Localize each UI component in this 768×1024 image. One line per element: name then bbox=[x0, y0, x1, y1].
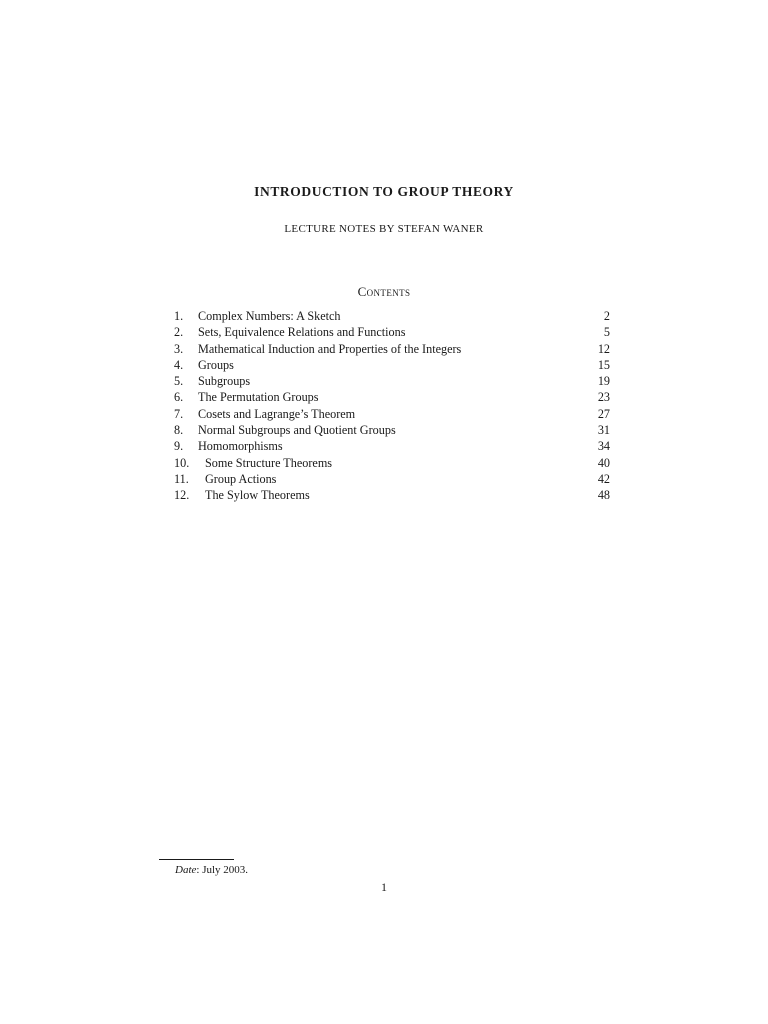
toc-entry-number: 5. bbox=[174, 374, 184, 389]
toc-entry-number: 12. bbox=[174, 488, 190, 503]
toc-entry-page: 27 bbox=[597, 406, 610, 421]
toc-entry bbox=[174, 373, 610, 389]
toc-entry-number: 7. bbox=[174, 406, 184, 421]
toc-entry bbox=[174, 341, 610, 357]
toc-entry-title: The Sylow Theorems bbox=[205, 488, 310, 503]
toc-entry-number: 9. bbox=[174, 439, 184, 454]
toc-entry-number: 4. bbox=[174, 357, 184, 372]
toc-entry-page: 2 bbox=[603, 309, 610, 323]
toc-entry-page: 23 bbox=[597, 390, 610, 405]
toc-entry-page: 31 bbox=[597, 423, 610, 438]
toc-entry-number: 3. bbox=[174, 341, 184, 356]
toc-entry-title: Complex Numbers: A Sketch bbox=[198, 309, 341, 323]
toc-entry bbox=[174, 308, 610, 324]
toc-entry bbox=[174, 455, 610, 471]
toc-entry-title: Cosets and Lagrange’s Theorem bbox=[198, 406, 356, 421]
toc-entry bbox=[174, 487, 610, 503]
toc-entry-title: Homomorphisms bbox=[198, 439, 283, 454]
toc-entry-page: 48 bbox=[597, 488, 610, 503]
toc-entry bbox=[174, 406, 610, 422]
contents-heading: Contents bbox=[357, 284, 411, 299]
toc-entry-page: 40 bbox=[597, 455, 610, 470]
toc-entry-title: Group Actions bbox=[205, 471, 277, 486]
toc-entry-number: 1. bbox=[174, 309, 184, 323]
toc-entry-title: Normal Subgroups and Quotient Groups bbox=[198, 423, 396, 438]
toc-entry-number: 6. bbox=[174, 390, 184, 405]
toc-entry-page: 42 bbox=[597, 471, 610, 486]
toc-entry-page: 34 bbox=[597, 439, 610, 454]
footnote-text: : July 2003. bbox=[196, 864, 249, 876]
toc-entry bbox=[174, 422, 610, 438]
document-author: LECTURE NOTES BY STEFAN WANER bbox=[284, 223, 484, 235]
toc-entry-page: 5 bbox=[603, 325, 610, 340]
toc-entry bbox=[174, 471, 610, 487]
toc-entry bbox=[174, 357, 610, 373]
toc-entry-number: 2. bbox=[174, 325, 184, 340]
toc-entry bbox=[174, 389, 610, 405]
toc-entry-page: 12 bbox=[597, 341, 610, 356]
toc-entry bbox=[174, 324, 610, 340]
table-of-contents bbox=[174, 308, 610, 504]
toc-entry-number: 10. bbox=[174, 455, 190, 470]
toc-entry-page: 19 bbox=[597, 374, 610, 389]
footnote bbox=[175, 864, 248, 876]
toc-entry-title: The Permutation Groups bbox=[198, 390, 319, 405]
footnote-label: Date bbox=[175, 864, 197, 876]
toc-entry-title: Subgroups bbox=[198, 374, 251, 389]
toc-entry bbox=[174, 438, 610, 454]
page-number: 1 bbox=[381, 880, 387, 894]
toc-entry-number: 11. bbox=[174, 471, 189, 486]
footnote-rule bbox=[159, 859, 234, 860]
toc-entry-title: Some Structure Theorems bbox=[205, 455, 333, 470]
toc-entry-title: Mathematical Induction and Properties of the Integers bbox=[198, 341, 462, 356]
toc-entry-title: Groups bbox=[198, 357, 234, 372]
document-title: INTRODUCTION TO GROUP THEORY bbox=[254, 184, 514, 199]
toc-entry-title: Sets, Equivalence Relations and Functions bbox=[198, 325, 406, 340]
toc-entry-number: 8. bbox=[174, 423, 184, 438]
toc-entry-page: 15 bbox=[597, 357, 610, 372]
